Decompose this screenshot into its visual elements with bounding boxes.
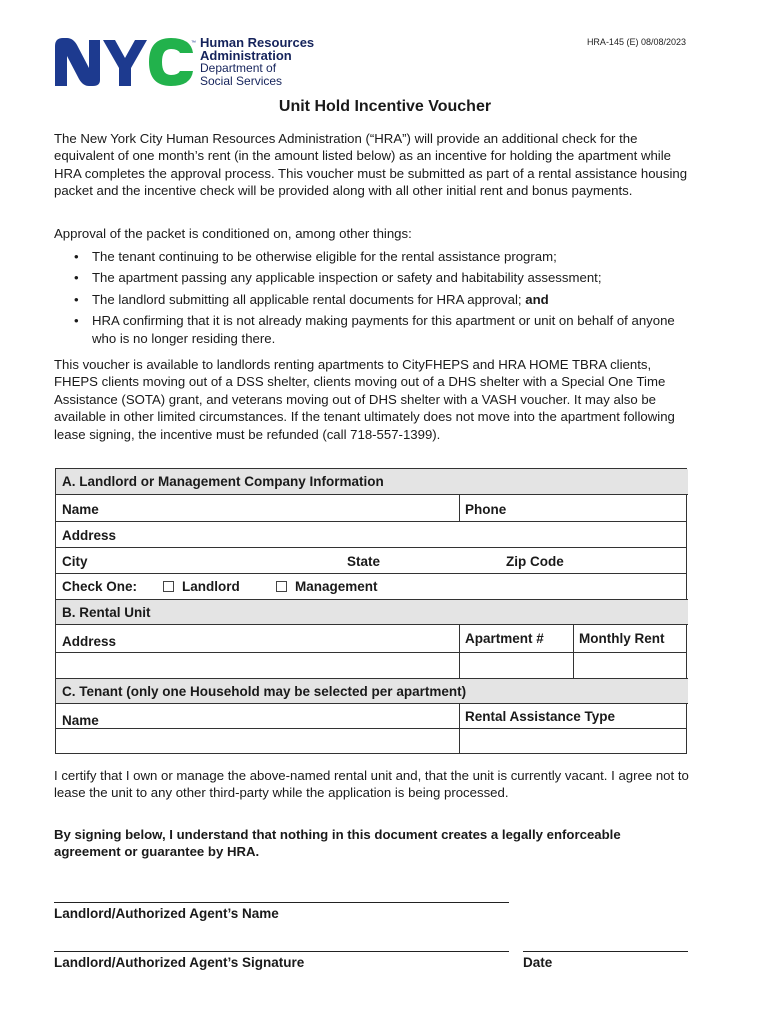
rental-assistance-type-field[interactable]: Rental Assistance Type	[465, 709, 616, 724]
list-item: • The apartment passing any applicable inspection or safety and habitability assessment;	[74, 269, 690, 286]
certification-paragraph: I certify that I own or manage the above-named rental unit and, that the unit is currently vacant. I agree not to lease the unit to any other third-party while the application is being processed.	[54, 768, 689, 801]
svg-text:™: ™	[191, 40, 196, 46]
voucher-form	[55, 468, 687, 754]
list-item: • HRA confirming that it is not already making payments for this apartment or unit on behalf of anyone who is no longer residing there.	[74, 312, 690, 347]
section-c-header: C. Tenant (only one Household may be selected per apartment)	[56, 678, 688, 704]
intro-paragraph: The New York City Human Resources Administration (“HRA”) will provide an additional check for the equivalent of one month’s rent (in the amount listed below) as an incentive for holding the apartment while HRA completes the approval process. This voucher must be submitted as part of a rental assistance housing packet and the incentive check will be provided along with all other initial rent and bonus payments.	[54, 131, 688, 199]
nyc-logo	[53, 36, 195, 88]
date-line[interactable]	[523, 951, 688, 952]
check-one-label: Check One:	[62, 579, 138, 594]
zip-code-field[interactable]: Zip Code	[506, 554, 564, 569]
agency-line-1: Human Resources	[200, 35, 315, 50]
agent-signature-line[interactable]	[54, 951, 509, 952]
tenant-name-field[interactable]: Name	[62, 713, 99, 728]
agent-name-label: Landlord/Authorized Agent’s Name	[54, 906, 279, 921]
page-title: Unit Hold Incentive Voucher	[278, 98, 492, 115]
landlord-phone-field[interactable]: Phone	[465, 502, 507, 517]
and-suffix: and	[525, 291, 549, 307]
agent-signature-label: Landlord/Authorized Agent’s Signature	[54, 955, 305, 970]
section-b-header: B. Rental Unit	[56, 599, 688, 625]
department-line-1: Department of	[200, 61, 277, 75]
monthly-rent-field[interactable]: Monthly Rent	[579, 631, 665, 646]
conditions-list	[74, 248, 690, 351]
state-field[interactable]: State	[347, 554, 381, 569]
department-line-2: Social Services	[200, 74, 283, 88]
form-code: HRA-145 (E) 08/08/2023	[586, 37, 686, 47]
management-checkbox[interactable]	[276, 581, 287, 592]
agency-line-2: Administration	[200, 48, 292, 63]
approval-lead: Approval of the packet is conditioned on, among other things:	[54, 226, 412, 241]
signing-statement: By signing below, I understand that nothing in this document creates a legally enforceable agreement or guarantee by HRA.	[54, 827, 621, 860]
unit-address-field[interactable]: Address	[62, 634, 117, 649]
list-item: • The tenant continuing to be otherwise eligible for the rental assistance program;	[74, 248, 690, 265]
apartment-number-field[interactable]: Apartment #	[465, 631, 544, 646]
agency-name	[200, 36, 314, 88]
landlord-checkbox-label: Landlord	[182, 579, 240, 594]
date-label: Date	[523, 955, 553, 970]
landlord-checkbox[interactable]	[163, 581, 174, 592]
section-a-header: A. Landlord or Management Company Information	[56, 469, 688, 495]
landlord-address-field[interactable]: Address	[62, 528, 117, 543]
voucher-note: This voucher is available to landlords renting apartments to CityFHEPS and HRA HOME TBRA clients, FHEPS clients moving out of a DSS shelter, clients moving out of a DHS shelter with a Special One Time Assistance (SOTA) grant, and veterans moving out of DHS shelter with a VASH voucher. It may also be available in other limited circumstances. If the tenant ultimately does not move into the apartment following lease signing, the incentive must be refunded (call 718-557-1399).	[54, 357, 675, 442]
agent-name-line[interactable]	[54, 902, 509, 903]
landlord-name-field[interactable]: Name	[62, 502, 99, 517]
city-field[interactable]: City	[62, 554, 88, 569]
list-item: • The landlord submitting all applicable rental documents for HRA approval; and	[74, 291, 690, 308]
management-checkbox-label: Management	[295, 579, 378, 594]
